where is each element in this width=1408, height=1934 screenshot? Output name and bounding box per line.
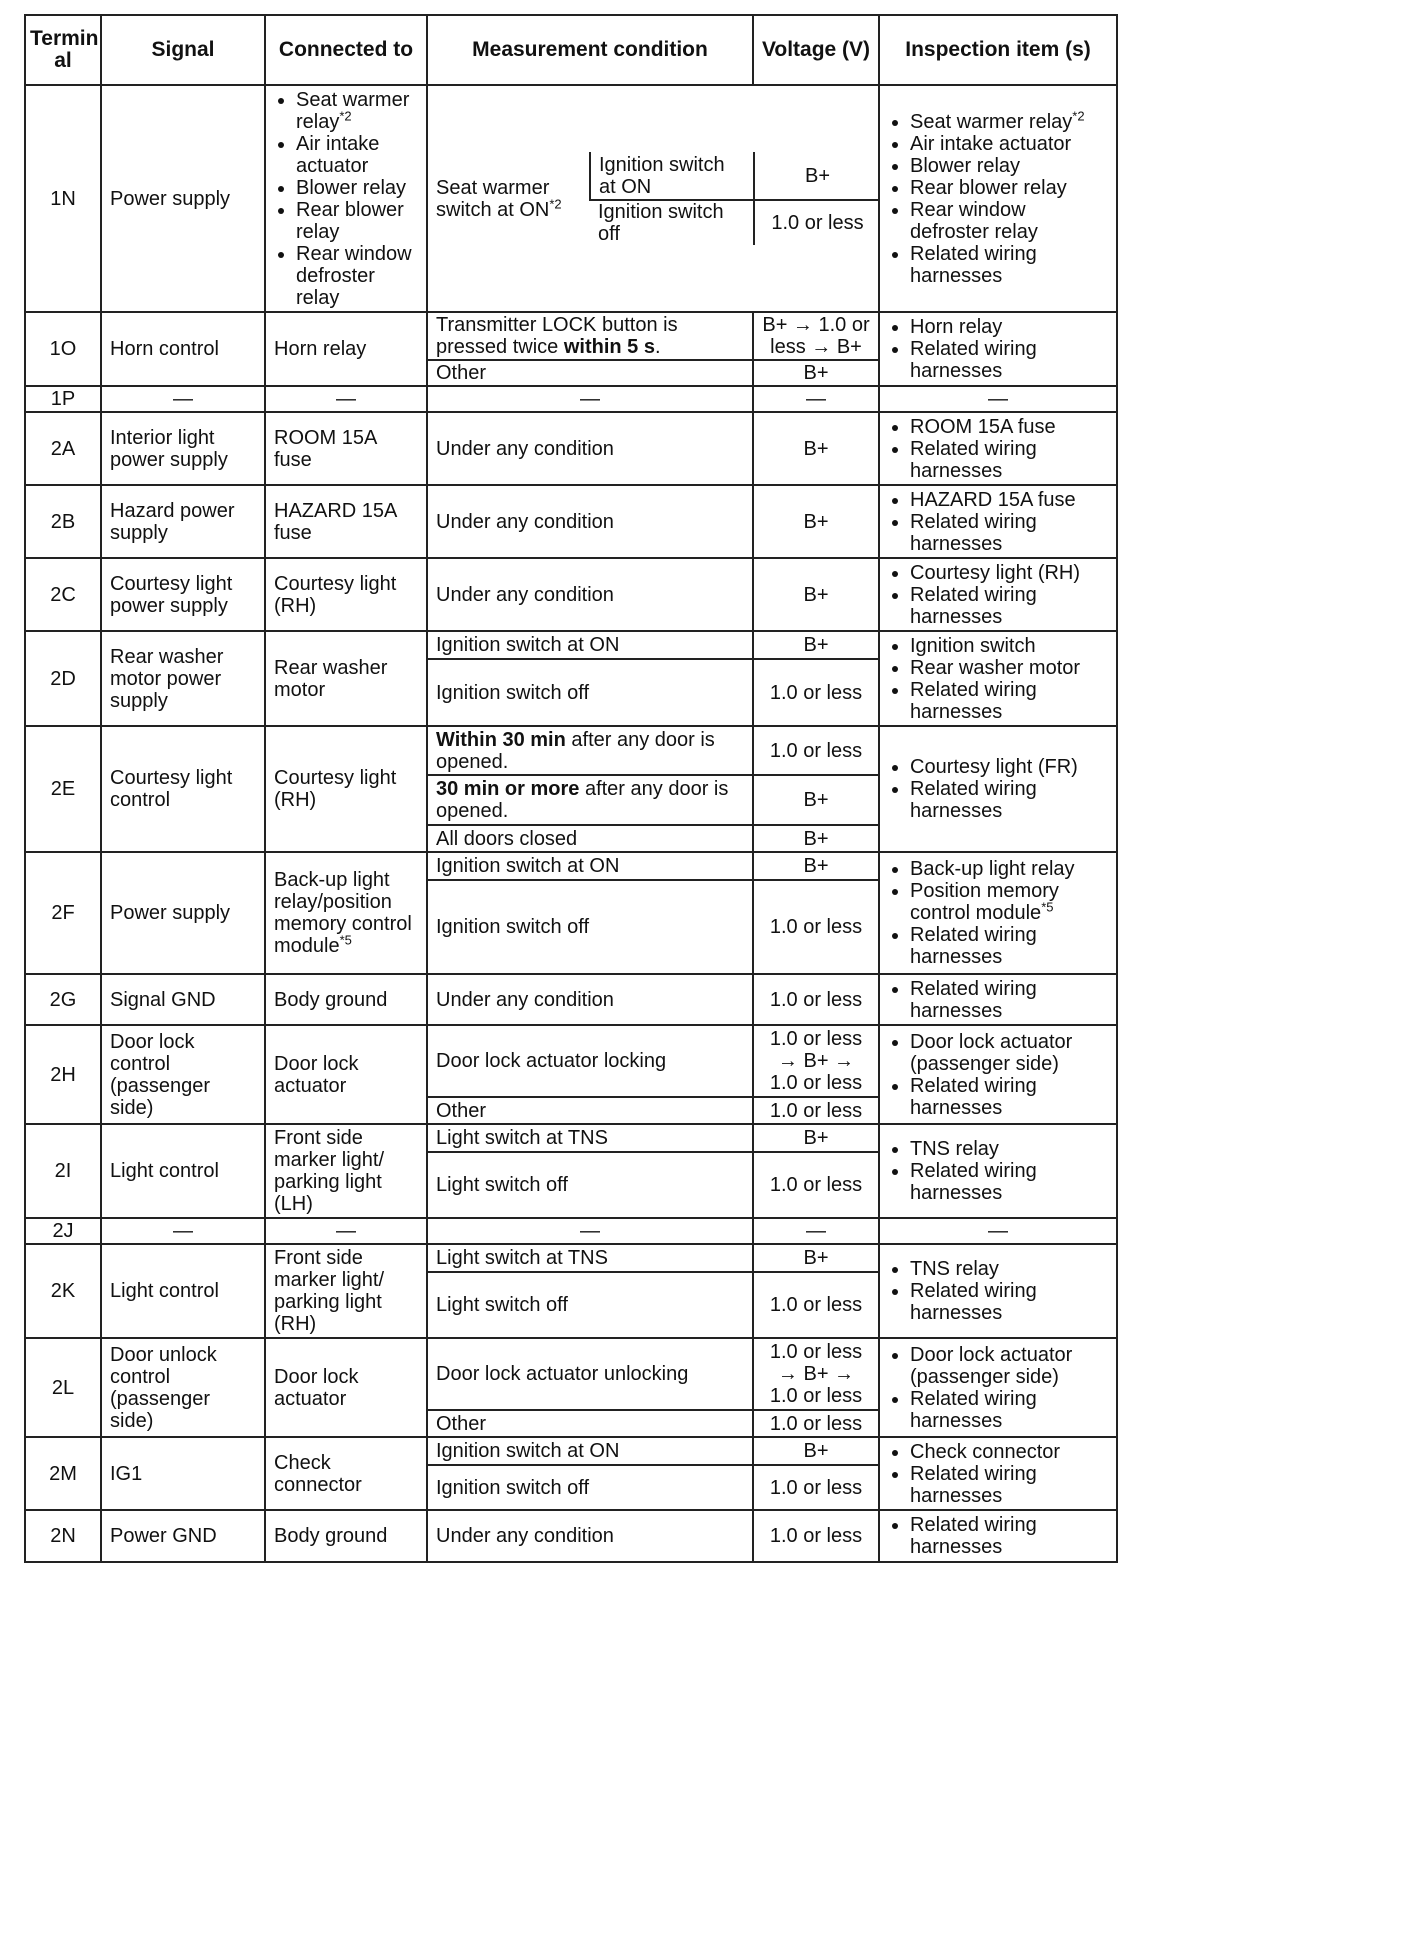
inspection-list	[888, 1344, 1108, 1432]
connected-cell: Back-up light relay/position memory control module$^{*5}$	[265, 852, 427, 974]
bullet-text: ROOM 15A fuse	[910, 415, 1056, 438]
condition-sub: Ignition switch at ON	[590, 152, 754, 200]
empty-dash: —	[101, 1218, 265, 1244]
header-signal: Signal	[101, 15, 265, 85]
bullet-text: Horn relay	[910, 316, 1003, 338]
condition-cell: Under any condition	[427, 412, 753, 485]
bullet-item	[910, 756, 1108, 778]
bullet-item	[910, 1138, 1108, 1160]
voltage-value: 1.0 or less	[753, 974, 879, 1025]
voltage-value: 1.0 or less	[753, 726, 879, 775]
terminal-cell: 1P	[25, 386, 101, 412]
bullet-text: Seat warmer relay	[910, 110, 1073, 133]
inspection-cell	[879, 1025, 1117, 1124]
signal-cell: Light control	[101, 1124, 265, 1218]
bullet-item	[910, 778, 1108, 822]
bullet-text: HAZARD 15A fuse	[910, 488, 1076, 511]
connected-cell: Courtesy light (RH)	[265, 558, 427, 631]
inspection-list	[888, 978, 1108, 1022]
terminal-cell: 1N	[25, 85, 101, 312]
condition-cell: Light switch at TNS	[427, 1244, 753, 1272]
table-row	[25, 386, 1117, 412]
condition-cell: Ignition switch at ON	[427, 1437, 753, 1465]
bullet-text: TNS relay	[910, 1258, 999, 1280]
table-row	[25, 558, 1117, 631]
header-connected-to: Connected to	[265, 15, 427, 85]
bullet-text: Air intake actuator	[910, 132, 1072, 155]
bullet-item	[296, 199, 418, 243]
bullet-text: Rear window defroster relay	[910, 198, 1038, 243]
bullet-text: Rear blower relay	[910, 176, 1067, 199]
header-row	[25, 15, 1117, 85]
condition-cell: Light switch off	[427, 1272, 753, 1338]
connected-cell: Front side marker light/ parking light (LH)	[265, 1124, 427, 1218]
terminal-cell: 2A	[25, 412, 101, 485]
bullet-item	[296, 243, 418, 309]
bullet-text: Related wiring harnesses	[910, 924, 1037, 968]
signal-cell: Door unlock control (passenger side)	[101, 1338, 265, 1437]
voltage-value: 1.0 or less	[753, 1465, 879, 1510]
inspection-cell	[879, 631, 1117, 726]
condition-cell: Light switch off	[427, 1152, 753, 1218]
inspection-cell	[879, 312, 1117, 386]
footnote-marker: *2	[339, 107, 352, 123]
terminal-cell: 2F	[25, 852, 101, 974]
bullet-item	[910, 858, 1108, 880]
bullet-text: Blower relay	[296, 176, 407, 199]
condition-cell: Ignition switch at ON	[427, 631, 753, 659]
bullet-text: Related wiring harnesses	[910, 678, 1037, 723]
bullet-item	[296, 89, 418, 133]
table-row	[25, 312, 1117, 360]
condition-cell: Under any condition	[427, 485, 753, 558]
bullet-text: Rear washer motor	[910, 656, 1081, 679]
empty-dash: —	[753, 386, 879, 412]
bullet-text: Related wiring harnesses	[910, 1160, 1037, 1204]
voltage-value: 1.0 or less	[754, 200, 880, 245]
inspection-cell	[879, 852, 1117, 974]
voltage-value: 1.0 or less	[753, 1097, 879, 1124]
inspection-list	[888, 756, 1108, 822]
bullet-item	[910, 1031, 1108, 1075]
bullet-item	[910, 924, 1108, 968]
bullet-text: Related wiring harnesses	[910, 977, 1037, 1022]
bullet-text: Check connector	[910, 1440, 1061, 1463]
inspection-list	[888, 1441, 1108, 1507]
bullet-item	[910, 155, 1108, 177]
bullet-text: Related wiring harnesses	[910, 1387, 1037, 1432]
bullet-text: Door lock actuator (passenger side)	[910, 1030, 1073, 1075]
condition-main: Seat warmer switch at ON$^{*2}$	[436, 176, 562, 221]
voltage-value: 1.0 or less	[753, 1272, 879, 1338]
bullet-item	[296, 177, 418, 199]
inspection-list	[888, 1138, 1108, 1204]
inspection-cell	[879, 1124, 1117, 1218]
connected-cell: Body ground	[265, 1510, 427, 1562]
signal-cell: IG1	[101, 1437, 265, 1510]
table-row	[25, 412, 1117, 485]
bullet-text: Courtesy light (FR)	[910, 756, 1078, 778]
terminal-cell: 2I	[25, 1124, 101, 1218]
voltage-value: B+	[753, 1437, 879, 1465]
connected-cell: Horn relay	[265, 312, 427, 386]
bullet-text: Related wiring harnesses	[910, 583, 1037, 628]
bullet-item	[910, 1463, 1108, 1507]
terminal-cell: 2J	[25, 1218, 101, 1244]
inspection-cell	[879, 1244, 1117, 1338]
inspection-list	[888, 107, 1108, 287]
terminal-cell: 2L	[25, 1338, 101, 1437]
signal-cell: Hazard power supply	[101, 485, 265, 558]
bullet-item	[910, 338, 1108, 382]
table-row	[25, 1510, 1117, 1562]
terminal-cell: 2M	[25, 1437, 101, 1510]
bullet-item	[910, 657, 1108, 679]
bullet-item	[910, 562, 1108, 584]
bullet-text: Door lock actuator (passenger side)	[910, 1343, 1073, 1388]
bullet-text: Related wiring harnesses	[910, 1514, 1037, 1558]
signal-cell: Courtesy light control	[101, 726, 265, 852]
terminal-cell: 2D	[25, 631, 101, 726]
connected-cell	[265, 85, 427, 312]
condition-cell: Ignition switch off	[427, 880, 753, 974]
bullet-text: Position memory control module	[910, 880, 1059, 924]
bullet-item	[910, 1441, 1108, 1463]
terminal-voltage-table	[24, 14, 1118, 1563]
condition-cell: Transmitter LOCK button is pressed twice within 5 s.	[427, 312, 753, 360]
condition-cell: Ignition switch at ON	[427, 852, 753, 880]
bullet-text: Rear blower relay	[296, 198, 404, 243]
signal-cell: Signal GND	[101, 974, 265, 1025]
voltage-value: B+	[753, 1124, 879, 1152]
table-row	[25, 85, 1117, 312]
voltage-value: B+	[753, 360, 879, 386]
signal-cell: Door lock control (passenger side)	[101, 1025, 265, 1124]
table-row	[25, 1124, 1117, 1152]
inspection-list	[888, 1258, 1108, 1324]
inspection-cell	[879, 1338, 1117, 1437]
bullet-text: Seat warmer relay	[296, 88, 410, 133]
signal-cell: Courtesy light power supply	[101, 558, 265, 631]
bullet-item	[910, 177, 1108, 199]
condition-cell: 30 min or more after any door is opened.	[427, 775, 753, 825]
condition-cell: Door lock actuator locking	[427, 1025, 753, 1097]
inspection-list	[888, 316, 1108, 382]
header-measurement-condition: Measurement condition	[427, 15, 753, 85]
bullet-text: Related wiring harnesses	[910, 1074, 1037, 1119]
inspection-cell	[879, 412, 1117, 485]
voltage-value: B+	[753, 412, 879, 485]
table-row	[25, 1244, 1117, 1272]
bullet-text: Courtesy light (RH)	[910, 561, 1081, 584]
terminal-cell: 2C	[25, 558, 101, 631]
condition-cell: Ignition switch off	[427, 659, 753, 726]
connected-list	[274, 89, 418, 309]
bullet-text: Rear window defroster relay	[296, 242, 412, 309]
connected-cell: HAZARD 15A fuse	[265, 485, 427, 558]
bullet-text: Related wiring harnesses	[910, 338, 1037, 382]
voltage-value: 1.0 or less	[753, 1152, 879, 1218]
empty-dash: —	[101, 386, 265, 412]
voltage-value: B+	[753, 775, 879, 825]
terminal-cell: 2G	[25, 974, 101, 1025]
inspection-cell	[879, 1437, 1117, 1510]
header-terminal: Termin al	[25, 15, 101, 85]
voltage-value: 1.0 or less	[753, 1510, 879, 1562]
voltage-value: B+	[753, 825, 879, 852]
bullet-text: Back-up light relay	[910, 858, 1075, 880]
bullet-text: TNS relay	[910, 1138, 999, 1160]
bullet-item	[296, 133, 418, 177]
signal-cell: Power supply	[101, 85, 265, 312]
inspection-cell	[879, 485, 1117, 558]
inspection-cell	[879, 85, 1117, 312]
bullet-item	[910, 316, 1108, 338]
bullet-text: Related wiring harnesses	[910, 1280, 1037, 1324]
connected-cell: ROOM 15A fuse	[265, 412, 427, 485]
condition-cell: Under any condition	[427, 974, 753, 1025]
connected-cell: Rear washer motor	[265, 631, 427, 726]
table-row	[25, 1218, 1117, 1244]
bullet-item	[910, 1075, 1108, 1119]
voltage-value: B+	[753, 1244, 879, 1272]
bullet-item	[910, 416, 1108, 438]
connected-cell: Check connector	[265, 1437, 427, 1510]
bullet-item	[910, 489, 1108, 511]
inspection-list	[888, 858, 1108, 968]
inspection-cell	[879, 974, 1117, 1025]
inspection-list	[888, 635, 1108, 723]
bullet-item	[910, 511, 1108, 555]
inspection-list	[888, 489, 1108, 555]
bullet-item	[910, 438, 1108, 482]
bullet-item	[910, 199, 1108, 243]
signal-cell: Interior light power supply	[101, 412, 265, 485]
empty-dash: —	[265, 386, 427, 412]
terminal-cell: 2K	[25, 1244, 101, 1338]
table-row	[25, 1437, 1117, 1465]
terminal-cell: 2E	[25, 726, 101, 852]
header-inspection-items: Inspection item (s)	[879, 15, 1117, 85]
terminal-cell: 2N	[25, 1510, 101, 1562]
condition-cell: Light switch at TNS	[427, 1124, 753, 1152]
inspection-list	[888, 562, 1108, 628]
empty-dash: —	[753, 1218, 879, 1244]
voltage-value: B+	[753, 485, 879, 558]
empty-dash: —	[879, 1218, 1117, 1244]
table-row	[25, 726, 1117, 775]
bullet-text: Ignition switch	[910, 634, 1036, 657]
voltage-value: 1.0 or less	[753, 659, 879, 726]
condition-cell: All doors closed	[427, 825, 753, 852]
empty-dash: —	[427, 386, 753, 412]
condition-cell: Other	[427, 1097, 753, 1124]
bullet-item	[910, 133, 1108, 155]
bullet-item	[910, 635, 1108, 657]
voltage-value: B+	[753, 558, 879, 631]
voltage-value: B+	[753, 631, 879, 659]
empty-dash: —	[427, 1218, 753, 1244]
condition-cell: Under any condition	[427, 558, 753, 631]
terminal-cell: 2B	[25, 485, 101, 558]
terminal-cell: 1O	[25, 312, 101, 386]
inspection-cell	[879, 726, 1117, 852]
condition-cell: Other	[427, 1410, 753, 1437]
voltage-value: 1.0 or less → B+ → 1.0 or less	[753, 1338, 879, 1410]
empty-dash: —	[265, 1218, 427, 1244]
inspection-list	[888, 1031, 1108, 1119]
footnote-marker: *2	[1072, 107, 1085, 123]
condition-sub: Ignition switch off	[590, 200, 754, 245]
footnote-marker: *5	[1041, 899, 1054, 915]
terminal-voltage-table-sheet	[24, 14, 1116, 1563]
inspection-cell	[879, 558, 1117, 631]
condition-cell: Ignition switch off	[427, 1465, 753, 1510]
bullet-text: Related wiring harnesses	[910, 1462, 1037, 1507]
condition-cell: Under any condition	[427, 1510, 753, 1562]
bullet-item	[910, 107, 1108, 133]
bullet-text: Blower relay	[910, 154, 1021, 177]
bullet-text: Related wiring harnesses	[910, 437, 1037, 482]
condition-cell: Within 30 min after any door is opened.	[427, 726, 753, 775]
terminal-cell: 2H	[25, 1025, 101, 1124]
connected-cell: Courtesy light (RH)	[265, 726, 427, 852]
bullet-item	[910, 978, 1108, 1022]
voltage-value: B+	[754, 152, 880, 200]
signal-cell: Power GND	[101, 1510, 265, 1562]
table-row	[25, 485, 1117, 558]
bullet-item	[910, 679, 1108, 723]
bullet-item	[910, 584, 1108, 628]
bullet-item	[910, 880, 1108, 924]
signal-cell: Rear washer motor power supply	[101, 631, 265, 726]
voltage-value: 1.0 or less	[753, 880, 879, 974]
table-row	[25, 1338, 1117, 1410]
signal-cell: Power supply	[101, 852, 265, 974]
condition-cell: Door lock actuator unlocking	[427, 1338, 753, 1410]
header-voltage: Voltage (V)	[753, 15, 879, 85]
table-row	[25, 631, 1117, 659]
voltage-value: 1.0 or less	[753, 1410, 879, 1437]
inspection-cell	[879, 1510, 1117, 1562]
signal-cell: Light control	[101, 1244, 265, 1338]
condition-cell: Other	[427, 360, 753, 386]
bullet-text: Related wiring harnesses	[910, 778, 1037, 822]
bullet-text: Air intake actuator	[296, 132, 380, 177]
condition-subtable	[428, 152, 880, 245]
inspection-list	[888, 1514, 1108, 1558]
bullet-item	[910, 1280, 1108, 1324]
table-row	[25, 1025, 1117, 1097]
bullet-item	[910, 1344, 1108, 1388]
bullet-item	[910, 1388, 1108, 1432]
voltage-value: B+ → 1.0 or less → B+	[753, 312, 879, 360]
connected-cell: Body ground	[265, 974, 427, 1025]
voltage-value: 1.0 or less → B+ → 1.0 or less	[753, 1025, 879, 1097]
bullet-item	[910, 1258, 1108, 1280]
signal-cell: Horn control	[101, 312, 265, 386]
bullet-item	[910, 1160, 1108, 1204]
table-row	[25, 852, 1117, 880]
bullet-text: Related wiring harnesses	[910, 510, 1037, 555]
connected-cell: Front side marker light/ parking light (RH)	[265, 1244, 427, 1338]
bullet-text: Related wiring harnesses	[910, 242, 1037, 287]
connected-cell: Door lock actuator	[265, 1338, 427, 1437]
condition-voltage-cell	[427, 85, 879, 312]
table-row	[25, 974, 1117, 1025]
bullet-item	[910, 243, 1108, 287]
bullet-item	[910, 1514, 1108, 1558]
inspection-list	[888, 416, 1108, 482]
empty-dash: —	[879, 386, 1117, 412]
connected-cell: Door lock actuator	[265, 1025, 427, 1124]
voltage-value: B+	[753, 852, 879, 880]
